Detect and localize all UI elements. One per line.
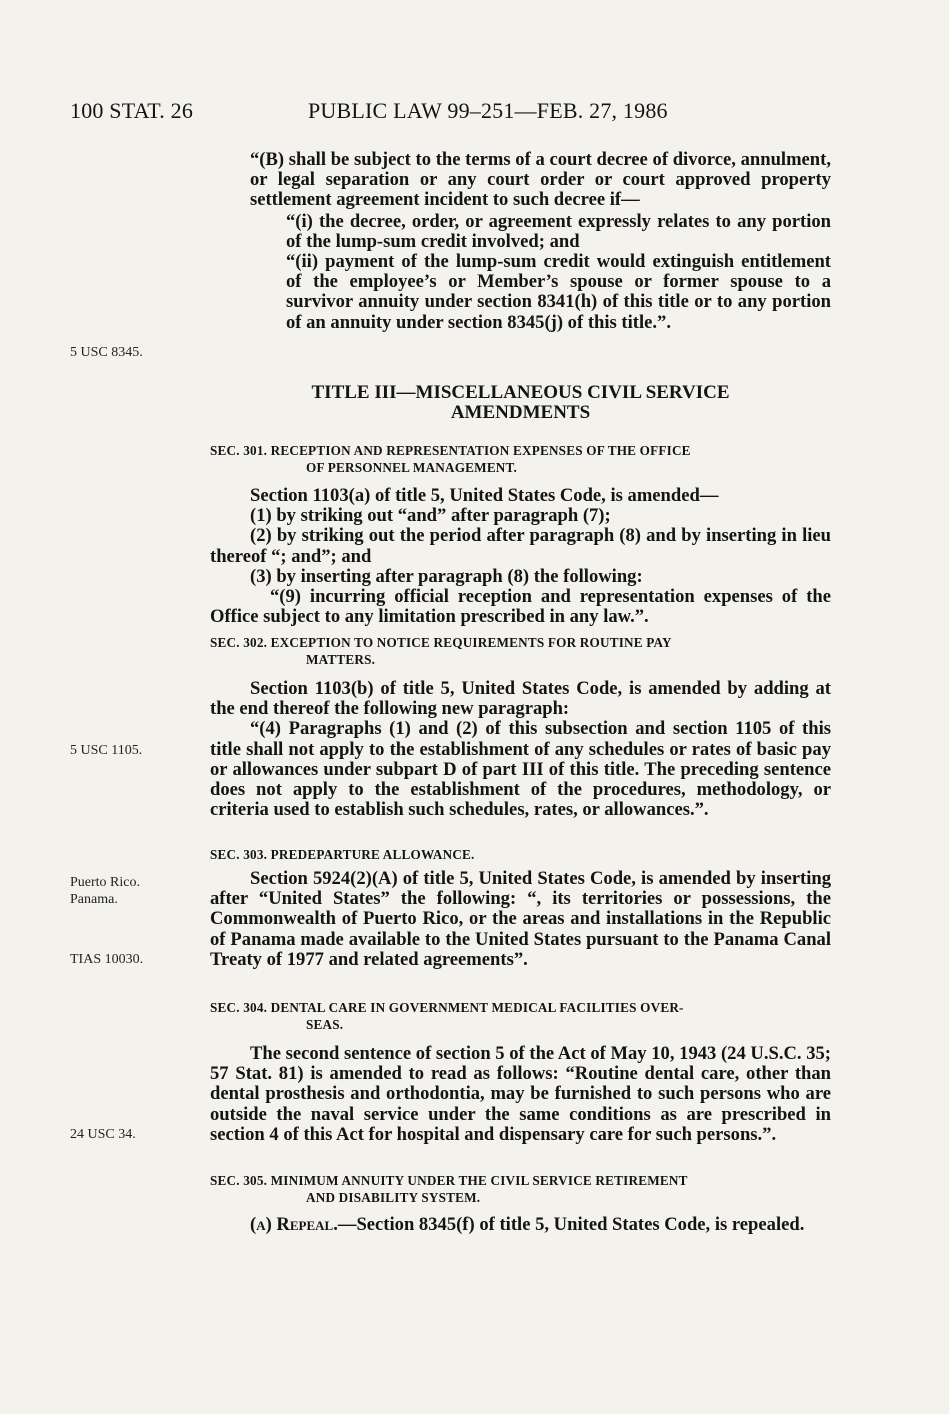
margin-note-tias-10030: TIAS 10030.: [70, 952, 144, 967]
sec-302-heading-line2: MATTERS.: [306, 652, 376, 667]
sec-304-heading: [210, 999, 831, 1033]
margin-note-puerto-rico: Puerto Rico.: [70, 875, 140, 890]
title-iii-line1: TITLE III—MISCELLANEOUS CIVIL SERVICE: [311, 382, 730, 403]
sec-303-body: [210, 869, 831, 970]
sec-304-heading-line2: SEAS.: [306, 1017, 344, 1032]
sec-304-text: The second sentence of section 5 of the Act of May 10, 1943 (24 U.S.C. 35; 57 Stat. 81) is amended to read as follows: “Routine dental care, other than dental prosthesis and orthodontia, may be furnished to such persons who are outside the naval service under the same conditions as are prescribed in section 4 of this Act for hospital and dispensary care for such persons.”.: [210, 1043, 831, 1145]
sec-305-body: [210, 1215, 831, 1235]
sec-302-body: [210, 679, 831, 820]
sec-304-heading-line1: SEC. 304. DENTAL CARE IN GOVERNMENT MEDICAL FACILITIES OVER-: [210, 1000, 684, 1015]
sec-305-heading-line1: SEC. 305. MINIMUM ANNUITY UNDER THE CIVIL SERVICE RETIREMENT: [210, 1173, 688, 1188]
sec-305-subsection-a-text: —Section 8345(f) of title 5, United States Code, is repealed.: [337, 1214, 805, 1235]
sec-305-heading: [210, 1172, 831, 1206]
sec-305-subsection-a: [210, 1215, 831, 1235]
sec-302-intro: Section 1103(b) of title 5, United States Code, is amended by adding at the end thereof the following new paragraph:: [210, 678, 831, 720]
title-iii-line2: AMENDMENTS: [450, 402, 591, 423]
statute-page-number: 100 STAT. 26: [70, 98, 194, 123]
public-law-citation: PUBLIC LAW 99–251—FEB. 27, 1986: [308, 98, 668, 123]
sec-301-heading-line1: SEC. 301. RECEPTION AND REPRESENTATION EXPENSES OF THE OFFICE: [210, 443, 691, 458]
sec-301-item-9: “(9) incurring official reception and representation expenses of the Office subject to any limitation prescribed in any law.”.: [210, 586, 831, 628]
sec-301-heading-line2: OF PERSONNEL MANAGEMENT.: [306, 460, 518, 475]
sec-301-body: [210, 486, 831, 627]
sec-302-paragraph-4: “(4) Paragraphs (1) and (2) of this subsection and section 1105 of this title shall not apply to the establishment of any schedules or rates of basic pay or allowances under subpart D of part III of this title. The preceding sentence does not apply to the establishment of the procedures, methodology, or criteria used to establish such schedules, rates, or allowances.”.: [210, 718, 831, 821]
sec-302-heading: [210, 634, 831, 668]
margin-note-5-usc-1105: 5 USC 1105.: [70, 743, 143, 758]
sec-301-item-1: (1) by striking out “and” after paragraph (7);: [250, 505, 611, 527]
sec-301-item-2: (2) by striking out the period after paragraph (8) and by inserting in lieu thereof “; and”; and: [210, 525, 831, 567]
sec-301-intro: Section 1103(a) of title 5, United States Code, is amended—: [250, 485, 719, 506]
sec-305-subsection-a-label: (a) Repeal.: [250, 1214, 338, 1235]
margin-note-panama: Panama.: [70, 892, 118, 907]
continuation-block: [210, 150, 831, 333]
paragraph-b-i: “(i) the decree, order, or agreement expressly relates to any portion of the lump-sum credit involved; and: [286, 210, 831, 252]
sec-303-heading-line1: SEC. 303. PREDEPARTURE ALLOWANCE.: [210, 847, 475, 862]
paragraph-b: “(B) shall be subject to the terms of a court decree of divorce, annulment, or legal separation or any court order or court approved property settlement agreement incident to such decree if—: [250, 149, 831, 211]
sec-302-heading-line1: SEC. 302. EXCEPTION TO NOTICE REQUIREMENTS FOR ROUTINE PAY: [210, 635, 672, 650]
paragraph-b-ii: “(ii) payment of the lump-sum credit would extinguish entitlement of the employee’s or Member’s spouse or former spouse to a survivor annuity under section 8341(h) of this title or to any portion of an annuity under section 8345(j) of this title.”.: [286, 251, 831, 333]
margin-note-5-usc-8345: 5 USC 8345.: [70, 345, 143, 360]
margin-note-24-usc-34: 24 USC 34.: [70, 1127, 136, 1142]
sec-305-heading-line2: AND DISABILITY SYSTEM.: [306, 1190, 481, 1205]
sec-303-heading: [210, 846, 831, 863]
sec-301-item-3: (3) by inserting after paragraph (8) the following:: [250, 565, 643, 587]
sec-301-heading: [210, 442, 831, 476]
sec-303-text: Section 5924(2)(A) of title 5, United States Code, is amended by inserting after “United States” the following: “, its territories or possessions, the Commonwealth of Puerto Rico, or the areas and installations in the Republic of Panama made available to the United States pursuant to the Panama Canal Treaty of 1977 and related agreements”.: [210, 868, 831, 970]
title-iii-heading: [210, 383, 831, 423]
sec-304-body: [210, 1044, 831, 1145]
